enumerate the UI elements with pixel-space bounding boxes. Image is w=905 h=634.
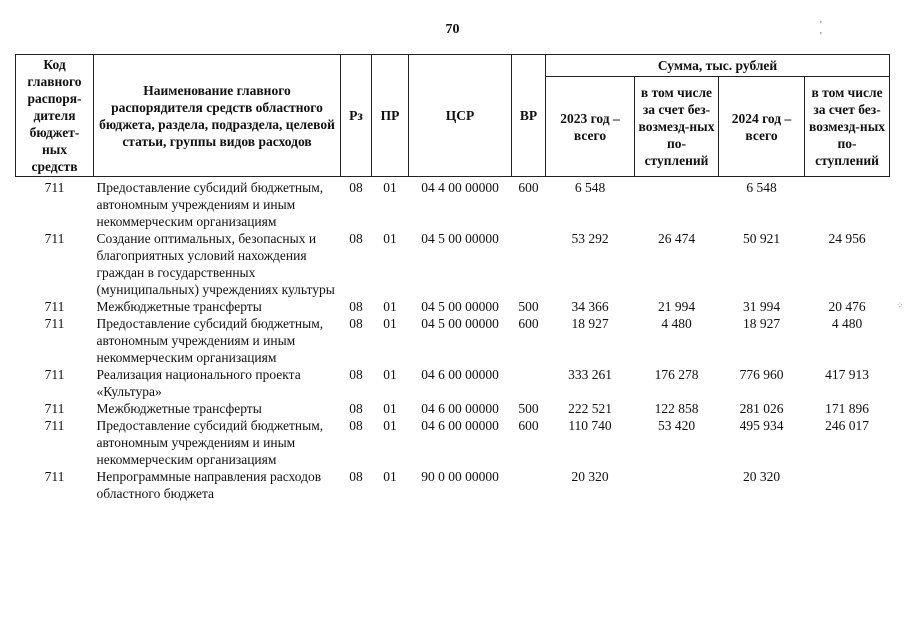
cell-total-2024: 50 921: [742, 231, 781, 246]
cell-free-2023: 4 480: [661, 316, 692, 331]
cell-pr: 01: [383, 401, 397, 416]
table-row: [16, 366, 890, 400]
cell-total-2023: 6 548: [574, 180, 606, 195]
cell-total-2023: 110 740: [568, 418, 612, 433]
header-sum-group: Сумма, тыс. рублей: [546, 55, 890, 77]
cell-csr: 04 6 00 00000: [421, 401, 499, 416]
cell-rz: 08: [349, 316, 363, 331]
cell-vr: 500: [518, 401, 539, 416]
cell-name: Межбюджетные трансферты: [96, 401, 262, 416]
cell-vr: [512, 230, 546, 298]
cell-free-2024: 246 017: [825, 418, 869, 433]
cell-vr: 500: [518, 299, 539, 314]
cell-rz: 08: [349, 180, 363, 195]
cell-total-2024: 6 548: [746, 180, 777, 195]
table-row: [16, 230, 890, 298]
header-vr: ВР: [512, 55, 546, 177]
cell-free-2023: 53 420: [657, 418, 696, 433]
header-rz: Рз: [341, 55, 372, 177]
cell-free-2023: 21 994: [657, 299, 696, 314]
cell-rz: 08: [349, 401, 363, 416]
cell-name: Создание оптимальных, безопасных и благоприятных условий нахождения граждан в государственных (муниципальных) учреждениях культуры: [96, 231, 335, 297]
side-mark: ⁘: [896, 300, 904, 310]
cell-pr: 01: [383, 418, 397, 433]
cell-vr: [512, 468, 546, 502]
cell-kod: 711: [44, 401, 65, 416]
header-free-2024: в том числе за счет без-возмезд-ных по-ступлений: [805, 77, 890, 177]
cell-pr: 01: [383, 180, 397, 195]
cell-name: Межбюджетные трансферты: [96, 299, 262, 314]
cell-total-2023: 20 320: [571, 469, 609, 484]
cell-free-2023: [635, 468, 719, 502]
cell-total-2023: 53 292: [571, 231, 609, 246]
cell-free-2024: 171 896: [825, 401, 869, 416]
cell-pr: 01: [383, 231, 397, 246]
cell-rz: 08: [349, 418, 363, 433]
cell-pr: 01: [383, 367, 397, 382]
cell-total-2024: 31 994: [742, 299, 781, 314]
table-header: [16, 55, 890, 177]
cell-kod: 711: [44, 231, 65, 246]
header-total-2023: 2023 год – всего: [546, 77, 635, 177]
cell-vr: 600: [518, 180, 539, 195]
cell-free-2023: 176 278: [654, 367, 699, 382]
cell-csr: 04 6 00 00000: [421, 367, 499, 382]
cell-free-2024: 24 956: [828, 231, 866, 246]
cell-pr: 01: [383, 299, 397, 314]
cell-kod: 711: [44, 418, 65, 433]
cell-total-2024: 281 026: [739, 401, 784, 416]
budget-table: [15, 54, 890, 502]
corner-marks: ' ': [820, 20, 852, 42]
table-row: [16, 298, 890, 315]
cell-rz: 08: [349, 367, 363, 382]
cell-free-2024: [805, 177, 890, 231]
cell-kod: 711: [44, 299, 65, 314]
cell-name: Реализация национального проекта «Культура»: [96, 367, 301, 399]
cell-name: Предоставление субсидий бюджетным, автономным учреждениям и иным некоммерческим организациям: [96, 180, 324, 229]
table-row: [16, 177, 890, 231]
table-row: [16, 417, 890, 468]
cell-free-2023: [635, 177, 719, 231]
cell-name: Предоставление субсидий бюджетным, автономным учреждениям и иным некоммерческим организациям: [96, 418, 324, 467]
header-name: Наименование главного распорядителя средств областного бюджета, раздела, подраздела, целевой статьи, группы видов расходов: [94, 55, 341, 177]
cell-total-2023: 222 521: [568, 401, 612, 416]
cell-kod: 711: [44, 180, 65, 195]
cell-name: Предоставление субсидий бюджетным, автономным учреждениям и иным некоммерческим организациям: [96, 316, 324, 365]
cell-vr: 600: [518, 418, 539, 433]
header-pr: ПР: [372, 55, 409, 177]
cell-kod: 711: [44, 316, 65, 331]
cell-free-2024: [805, 468, 890, 502]
cell-csr: 90 0 00 00000: [421, 469, 499, 484]
cell-pr: 01: [383, 469, 397, 484]
cell-csr: 04 6 00 00000: [421, 418, 499, 433]
table-row: [16, 400, 890, 417]
cell-csr: 04 5 00 00000: [421, 316, 499, 331]
cell-total-2023: 18 927: [571, 316, 609, 331]
table-row: [16, 468, 890, 502]
cell-csr: 04 4 00 00000: [421, 180, 499, 195]
cell-total-2024: 20 320: [742, 469, 781, 484]
header-kod: Код главного распоря-дителя бюджет-ных средств: [16, 55, 94, 177]
cell-total-2023: 34 366: [571, 299, 609, 314]
cell-free-2023: 122 858: [654, 401, 699, 416]
cell-total-2024: 18 927: [742, 316, 781, 331]
cell-name: Непрограммные направления расходов областного бюджета: [96, 469, 322, 501]
cell-pr: 01: [383, 316, 397, 331]
cell-rz: 08: [349, 231, 363, 246]
cell-csr: 04 5 00 00000: [421, 299, 499, 314]
cell-rz: 08: [349, 299, 363, 314]
cell-total-2023: 333 261: [568, 367, 612, 382]
cell-total-2024: 776 960: [739, 367, 784, 382]
table-row: [16, 315, 890, 366]
cell-free-2024: 4 480: [831, 316, 863, 331]
cell-free-2023: 26 474: [657, 231, 696, 246]
table-body: [16, 177, 890, 503]
cell-free-2024: 20 476: [828, 299, 866, 314]
cell-free-2024: 417 913: [825, 367, 869, 382]
cell-kod: 711: [44, 367, 65, 382]
cell-kod: 711: [44, 469, 65, 484]
cell-total-2024: 495 934: [739, 418, 784, 433]
cell-csr: 04 5 00 00000: [421, 231, 499, 246]
header-csr: ЦСР: [409, 55, 512, 177]
header-free-2023: в том числе за счет без-возмезд-ных по-ступлений: [635, 77, 719, 177]
cell-vr: 600: [518, 316, 539, 331]
header-total-2024: 2024 год – всего: [719, 77, 805, 177]
cell-rz: 08: [349, 469, 363, 484]
page-number: 70: [445, 22, 460, 37]
cell-vr: [512, 366, 546, 400]
